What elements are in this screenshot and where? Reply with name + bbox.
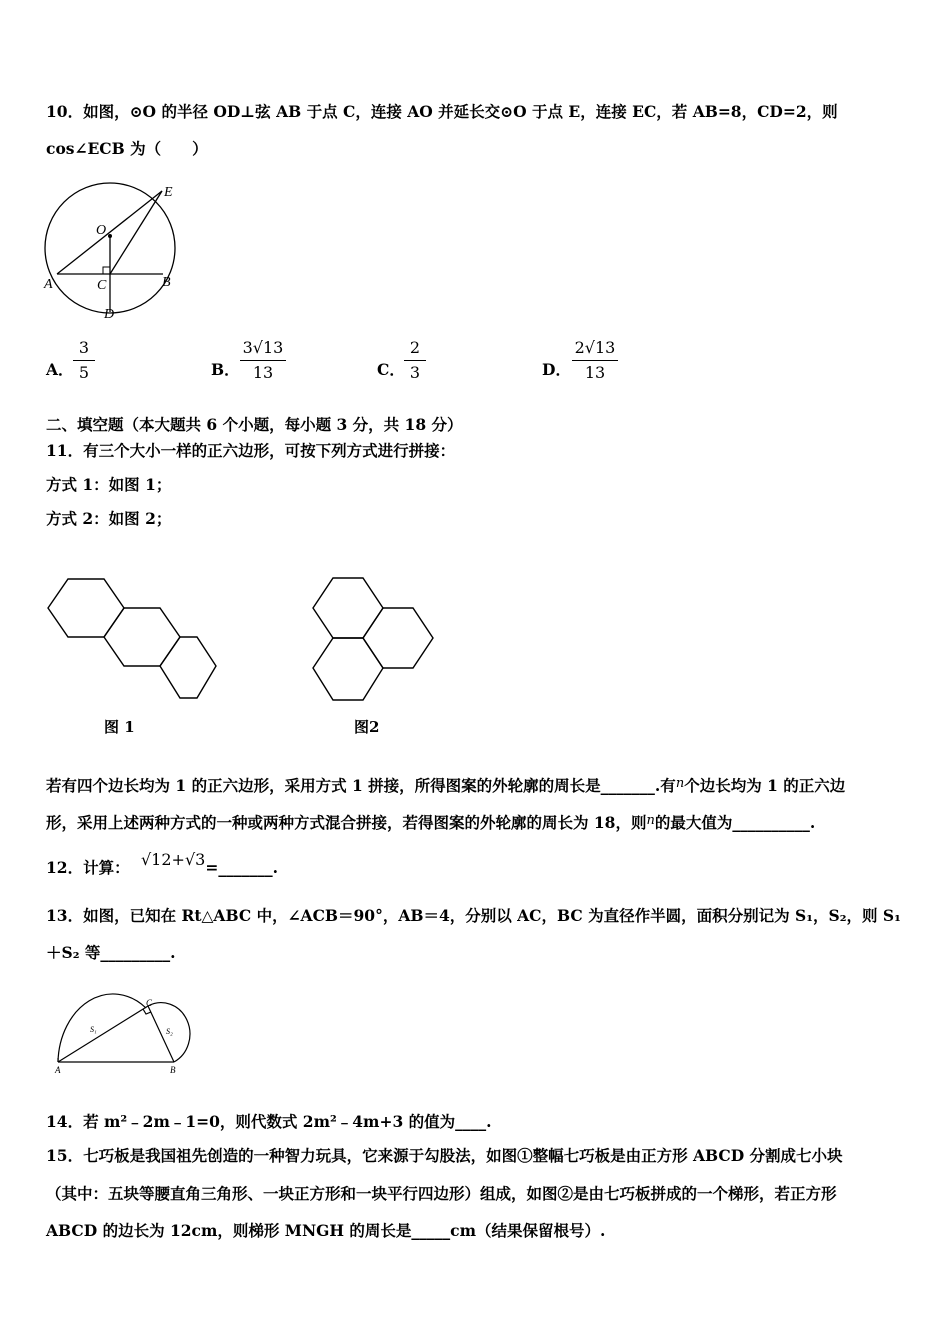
label-e: E <box>164 185 173 200</box>
line-ec <box>110 191 162 274</box>
option-c-label: C． <box>377 360 405 379</box>
q11-method2: 方式 2：如图 2； <box>46 509 172 528</box>
hexagon-a <box>313 578 383 638</box>
label-o: O <box>96 223 107 238</box>
label-c: C <box>97 278 107 293</box>
semicircle-ac <box>58 994 146 1062</box>
option-a-label: A． <box>46 360 74 379</box>
q14-line: 14．若 m²﹣2m﹣1=0，则代数式 2m²﹣4m+3 的值为____. <box>46 1112 492 1131</box>
leg-ac <box>58 1006 148 1062</box>
q12-suffix: =_______. <box>205 858 278 877</box>
option-b-denominator: 13 <box>252 363 274 382</box>
q11-body-line1 <box>46 776 845 798</box>
option-b-numerator: 3√13 <box>242 338 284 357</box>
label-a: A <box>44 277 53 292</box>
q11-figure1 <box>40 570 230 710</box>
hexagon-2 <box>104 608 180 666</box>
q13-semicircle-figure <box>48 980 198 1075</box>
q11-body2-a: 形，采用上述两种方式的一种或两种方式混合拼接，若得图案的外轮廓的周长为 18，则 <box>46 813 647 832</box>
label-s1: S₁ <box>90 1025 97 1034</box>
option-c-numerator: 2 <box>409 338 421 357</box>
right-angle-mark <box>103 267 110 274</box>
option-a-numerator: 3 <box>78 338 90 357</box>
q15-line3: ABCD 的边长为 12cm，则梯形 MNGH 的周长是_____cm（结果保留根号）. <box>46 1221 606 1240</box>
q10-circle-figure <box>40 178 190 323</box>
q12-prefix: 12．计算： <box>46 858 130 877</box>
q12-line <box>46 850 278 878</box>
hexagon-1 <box>48 579 124 637</box>
q11-fig1-caption: 图 1 <box>104 718 135 736</box>
q11-body2-b: 的最大值为__________. <box>654 813 816 832</box>
hexagon-3 <box>160 637 216 698</box>
q10-line1: 10．如图，⊙O 的半径 OD⊥弦 AB 于点 C，连接 AO 并延长交⊙O 于点 E，连接 EC，若 AB=8，CD=2，则 <box>46 102 838 121</box>
option-d-numerator: 2√13 <box>574 338 616 357</box>
q11-figure2 <box>305 570 445 710</box>
label-s2: S₂ <box>166 1027 173 1036</box>
hexagon-b <box>363 608 433 668</box>
q11-body1-b: 个边长均为 1 的正六边 <box>684 776 846 795</box>
option-c-denominator: 3 <box>409 363 421 382</box>
q11-body1-a: 若有四个边长均为 1 的正六边形，采用方式 1 拼接，所得图案的外轮廓的周长是_______.有 <box>46 776 676 795</box>
q11-body-line2 <box>46 813 815 835</box>
option-b-label: B． <box>211 360 240 379</box>
label-b: B <box>162 275 171 290</box>
label-b: B <box>170 1065 176 1075</box>
option-a-denominator: 5 <box>78 363 90 382</box>
option-c-fraction <box>404 338 426 383</box>
q13-line2: ＋S₂ 等_________. <box>46 943 176 962</box>
option-d-fraction <box>572 338 618 383</box>
label-d: D <box>104 307 115 322</box>
var-n-1: n <box>675 776 685 791</box>
section2-heading: 二、填空题（本大题共 6 个小题，每小题 3 分，共 18 分） <box>46 415 463 434</box>
option-d-label: D． <box>542 360 571 379</box>
hexagon-c <box>313 638 383 700</box>
q11-fig2-caption: 图2 <box>354 718 380 736</box>
option-a-fraction <box>73 338 95 383</box>
center-dot <box>108 234 112 238</box>
q15-line2: （其中：五块等腰直角三角形、一块正方形和一块平行四边形）组成，如图②是由七巧板拼成的一个梯形，若正方形 <box>46 1184 837 1203</box>
label-a: A <box>55 1065 61 1075</box>
var-n-2: n <box>646 813 655 828</box>
q11-line1: 11．有三个大小一样的正六边形，可按下列方式进行拼接： <box>46 441 456 460</box>
label-c: C <box>146 998 153 1008</box>
option-b-fraction <box>240 338 286 383</box>
q13-line1: 13．如图，已知在 Rt△ABC 中，∠ACB＝90°，AB＝4，分别以 AC，BC 为直径作半圆，面积分别记为 S₁，S₂，则 S₁ <box>46 906 901 925</box>
q15-line1: 15．七巧板是我国祖先创造的一种智力玩具，它来源于勾股法，如图①整幅七巧板是由正方形 ABCD 分割成七小块 <box>46 1146 843 1165</box>
option-d-denominator: 13 <box>584 363 606 382</box>
q10-line2: cos∠ECB 为（ ） <box>46 139 208 158</box>
q12-expression: √12+√3 <box>140 850 206 869</box>
q11-method1: 方式 1：如图 1； <box>46 475 172 494</box>
